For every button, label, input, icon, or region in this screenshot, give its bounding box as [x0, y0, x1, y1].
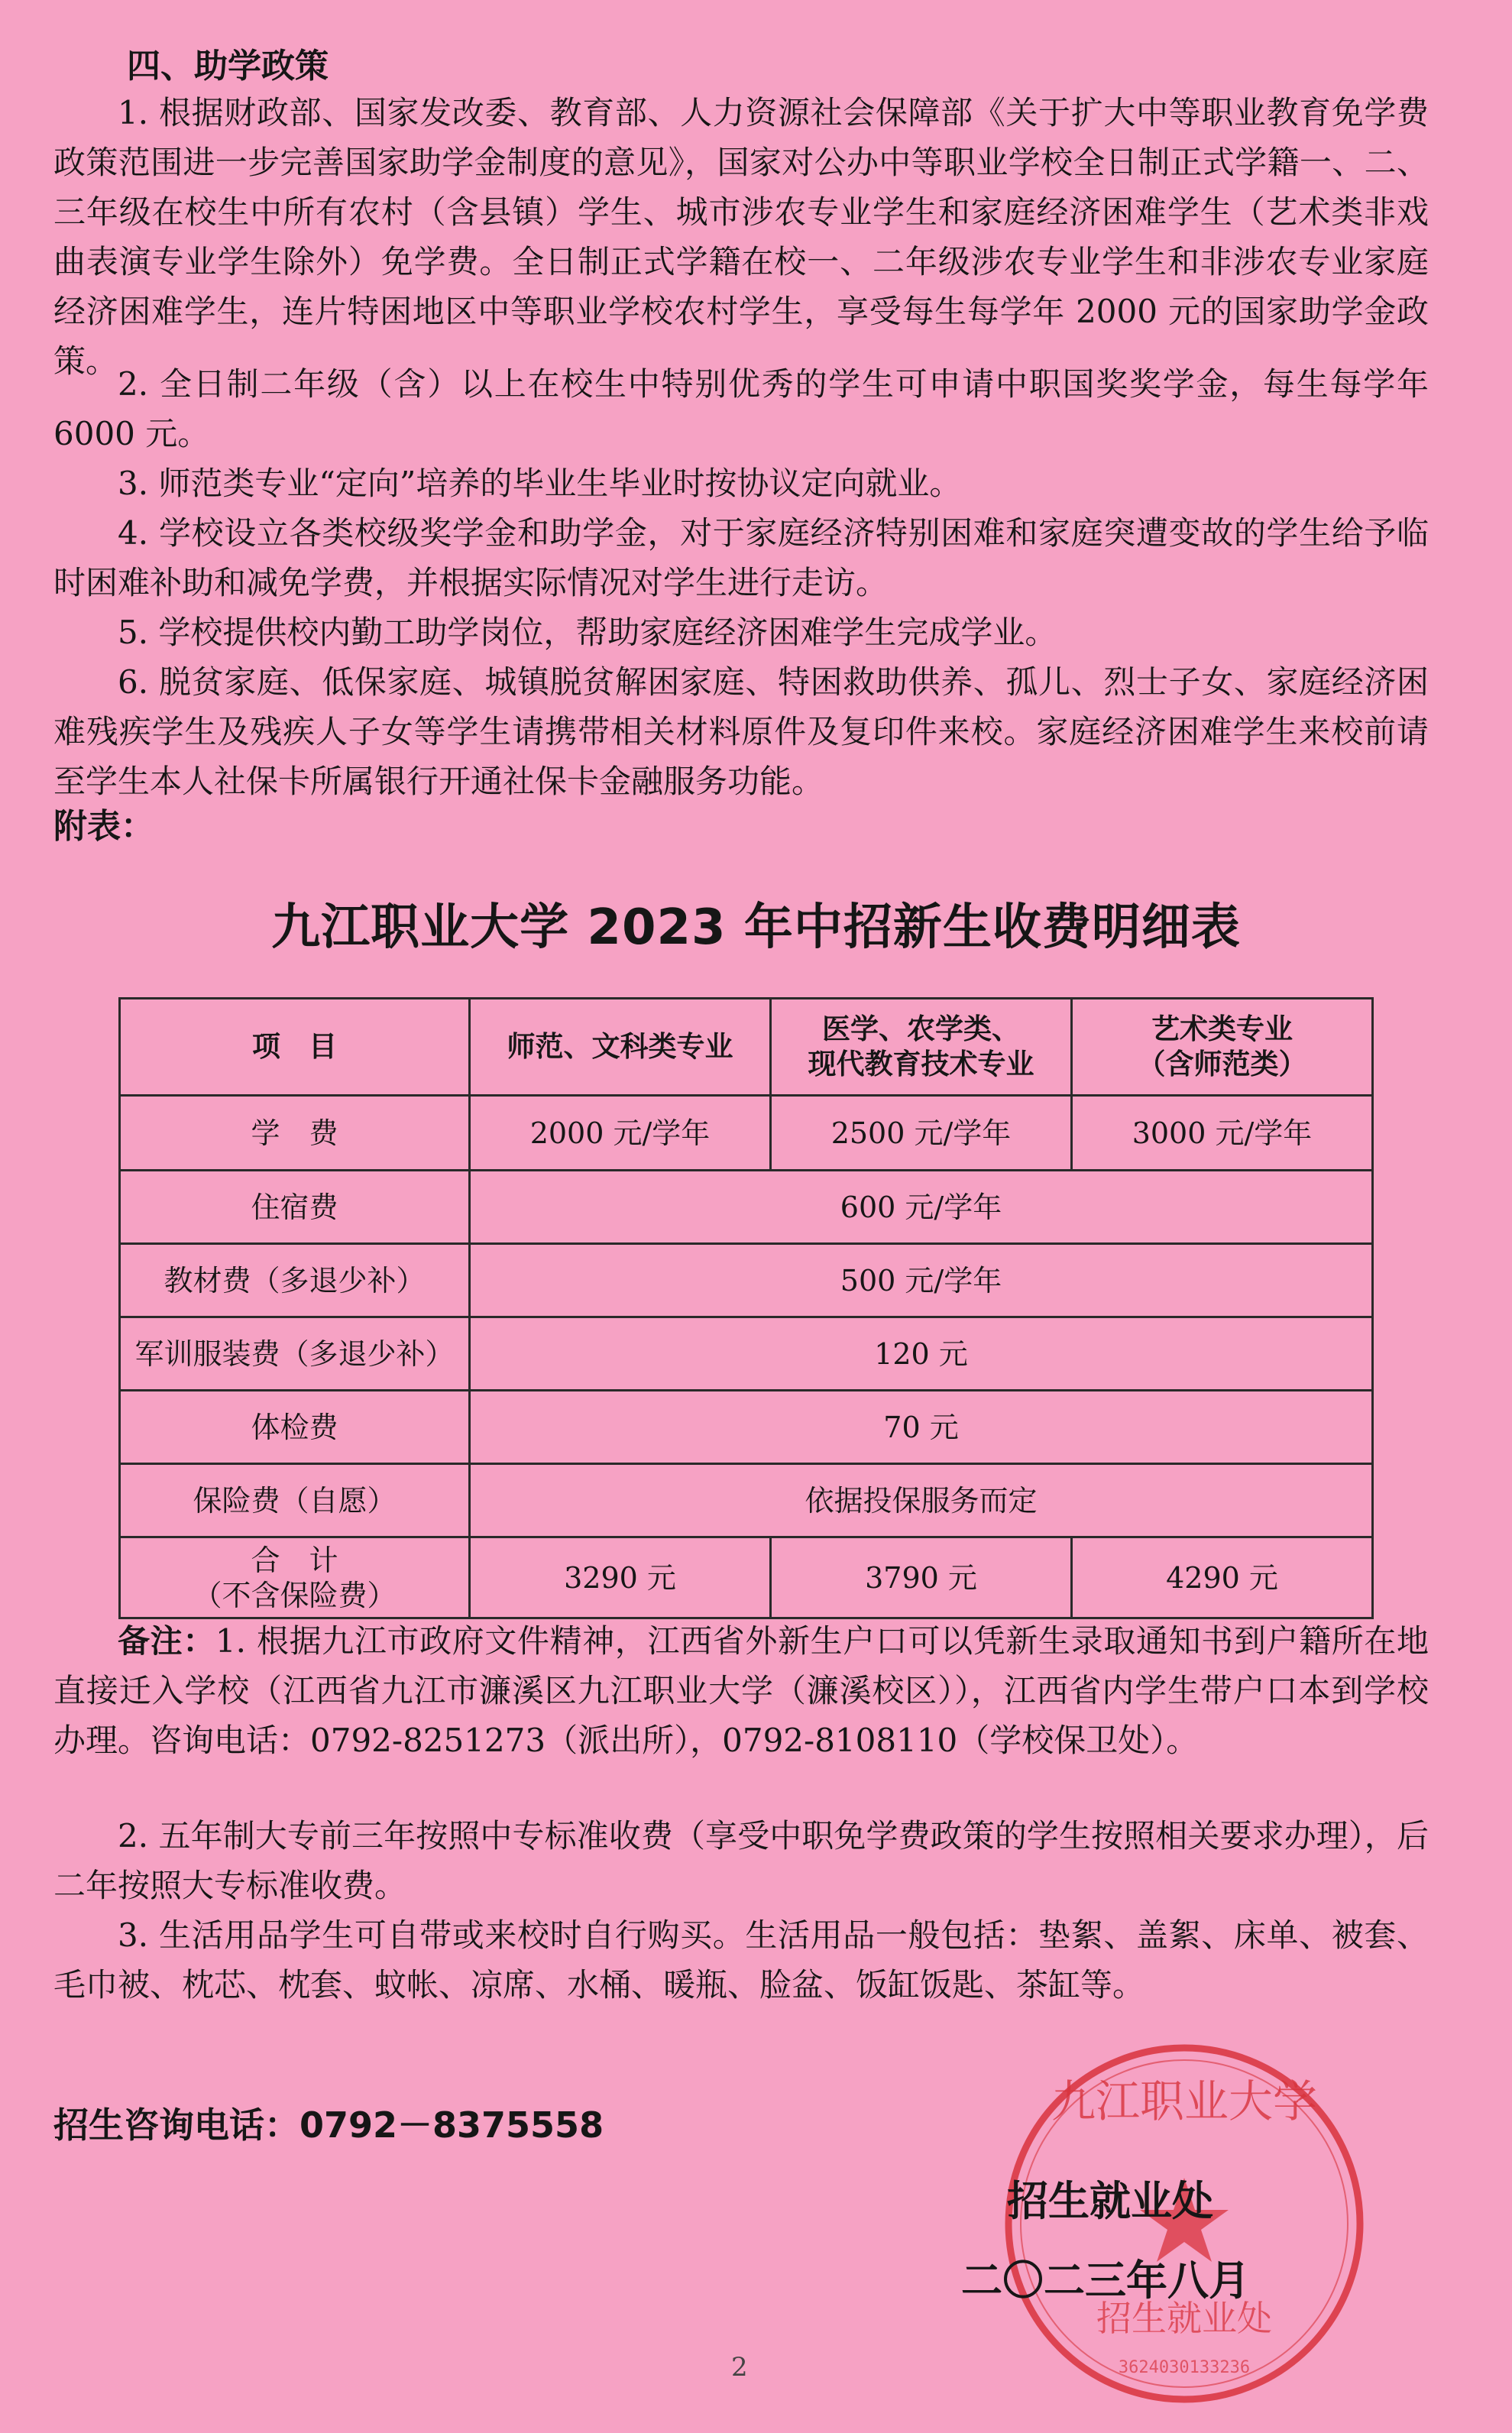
table-row-uniform — [120, 1317, 1373, 1391]
header-art-line1: 艺术类专业 — [1151, 1012, 1293, 1045]
policy-paragraph-1: 1. 根据财政部、国家发改委、教育部、人力资源社会保障部《关于扩大中等职业教育免学费政策范围进一步完善国家助学金制度的意见》，国家对公办中等职业学校全日制正式学籍一、二、三年级在校生中所有农村（含县镇）学生、城市涉农专业学生和家庭经济困难学生（艺术类非戏曲表演专业学生除外）免学费。全日制正式学籍在校一、二年级涉农专业学生和非涉农专业家庭经济困难学生，连片特困地区中等职业学校农村学生，享受每生每学年 2000 元的国家助学金政策。 — [53, 94, 1429, 380]
table-row-total — [120, 1537, 1373, 1618]
policy-paragraph-4: 4. 学校设立各类校级奖学金和助学金，对于家庭经济特别困难和家庭突遭变故的学生给予临时困难补助和减免学费，并根据实际情况对学生进行走访。 — [53, 514, 1429, 601]
table-row-textbook — [120, 1244, 1373, 1317]
svg-text:3624030133236: 3624030133236 — [1118, 2358, 1251, 2377]
notes-label: 备注： — [118, 1622, 215, 1660]
total-label-line1: 合 计 — [251, 1543, 338, 1577]
header-medical-agri-line1: 医学、农学类、 — [822, 1012, 1020, 1045]
table-cell: 4290 元 — [1072, 1537, 1373, 1618]
table-cell-merged: 600 元/学年 — [470, 1171, 1373, 1244]
policy-paragraph-2: 2. 全日制二年级（含）以上在校生中特别优秀的学生可申请中职国奖奖学金，每生每学年 6000 元。 — [53, 365, 1429, 452]
header-art-line2: （含师范类） — [1137, 1048, 1307, 1080]
page-number: 2 — [731, 2352, 748, 2383]
row-label: 住宿费 — [120, 1171, 470, 1244]
table-cell-merged: 500 元/学年 — [470, 1244, 1373, 1317]
total-label — [120, 1537, 470, 1618]
table-cell-merged: 120 元 — [470, 1317, 1373, 1391]
policy-paragraph-6: 6. 脱贫家庭、低保家庭、城镇脱贫解困家庭、特困救助供养、孤儿、烈士子女、家庭经济困难残疾学生及残疾人子女等学生请携带相关材料原件及复印件来校。家庭经济困难学生来校前请至学生本人社保卡所属银行开通社保卡金融服务功能。 — [53, 663, 1429, 800]
svg-text:招生就业处: 招生就业处 — [1096, 2298, 1272, 2339]
header-medical-agri-line2: 现代教育技术专业 — [808, 1048, 1034, 1080]
appendix-label: 附表： — [53, 807, 154, 846]
table-cell: 3290 元 — [470, 1537, 771, 1618]
table-row-medical-exam — [120, 1391, 1373, 1464]
header-medical-agri — [771, 999, 1072, 1096]
section-heading: 四、助学政策 — [127, 47, 329, 86]
signature-date: 二〇二三年八月 — [961, 2256, 1250, 2305]
admission-contact: 招生咨询电话：0792－8375558 — [53, 2104, 604, 2146]
row-label: 学 费 — [120, 1096, 470, 1171]
policy-paragraph-3: 3. 师范类专业“定向”培养的毕业生毕业时按协议定向就业。 — [118, 465, 962, 502]
table-cell: 2000 元/学年 — [470, 1096, 771, 1171]
row-label: 教材费（多退少补） — [120, 1244, 470, 1317]
header-art — [1072, 999, 1373, 1096]
table-cell: 2500 元/学年 — [771, 1096, 1072, 1171]
note-2: 2. 五年制大专前三年按照中专标准收费（享受中职免学费政策的学生按照相关要求办理），后二年按照大专标准收费。 — [53, 1817, 1429, 1904]
table-cell-merged: 依据投保服务而定 — [470, 1464, 1373, 1537]
table-cell-merged: 70 元 — [470, 1391, 1373, 1464]
header-normal-liberal: 师范、文科类专业 — [470, 999, 771, 1096]
table-row-accommodation — [120, 1171, 1373, 1244]
note-1 — [53, 1616, 1429, 1765]
table-cell: 3000 元/学年 — [1072, 1096, 1373, 1171]
table-cell: 3790 元 — [771, 1537, 1072, 1618]
fee-table — [118, 997, 1374, 1619]
note-1-text: 1. 根据九江市政府文件精神，江西省外新生户口可以凭新生录取通知书到户籍所在地直接迁入学校（江西省九江市濂溪区九江职业大学（濂溪校区）），江西省内学生带户口本到学校办理。咨询电话：0792-8251273（派出所），0792-8108110（学校保卫处）。 — [53, 1622, 1429, 1759]
table-row-tuition — [120, 1096, 1373, 1171]
row-label: 保险费（自愿） — [120, 1464, 470, 1537]
policy-paragraph-5: 5. 学校提供校内勤工助学岗位，帮助家庭经济困难学生完成学业。 — [118, 614, 1057, 651]
row-label: 体检费 — [120, 1391, 470, 1464]
header-item: 项 目 — [120, 999, 470, 1096]
table-title: 九江职业大学 2023 年中招新生收费明细表 — [271, 899, 1241, 956]
table-row-insurance — [120, 1464, 1373, 1537]
signature-office: 招生就业处 — [1007, 2176, 1213, 2225]
svg-text:九江职业大学: 九江职业大学 — [1051, 2075, 1318, 2127]
total-label-line2: （不含保险费） — [193, 1578, 397, 1612]
note-3: 3. 生活用品学生可自带或来校时自行购买。生活用品一般包括：垫絮、盖絮、床单、被套、毛巾被、枕芯、枕套、蚊帐、凉席、水桶、暖瓶、脸盆、饭缸饭匙、茶缸等。 — [53, 1916, 1429, 2004]
table-header-row — [120, 999, 1373, 1096]
row-label: 军训服装费（多退少补） — [120, 1317, 470, 1391]
